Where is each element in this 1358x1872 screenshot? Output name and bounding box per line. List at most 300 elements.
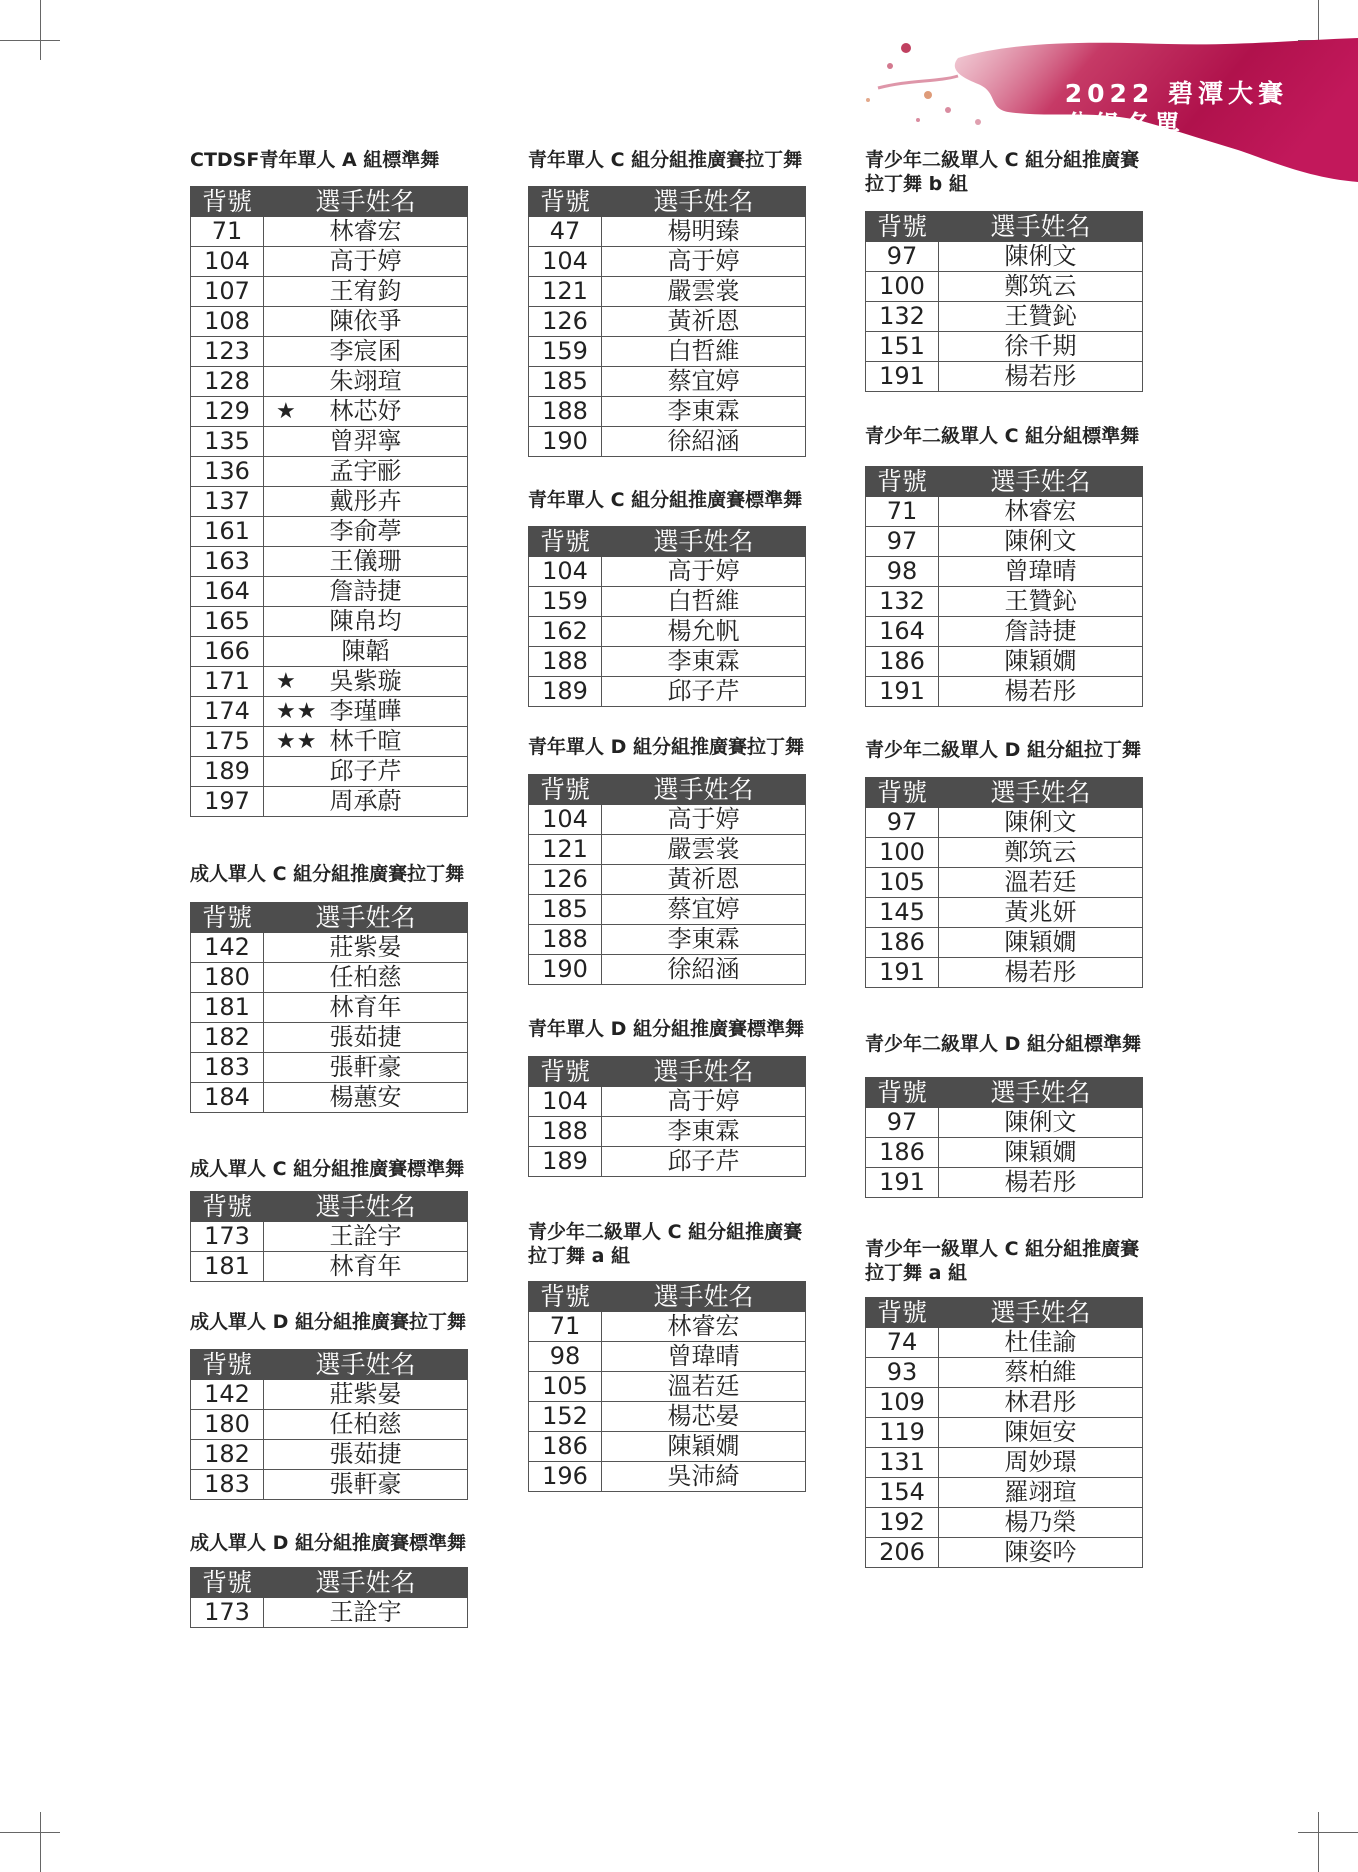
competitor-name-cell bbox=[602, 367, 806, 397]
bib-number: 163 bbox=[191, 547, 264, 577]
bib-number: 128 bbox=[191, 367, 264, 397]
competitor-name: 高于婷 bbox=[667, 805, 740, 833]
table-header-row bbox=[191, 903, 468, 933]
table-row bbox=[529, 617, 806, 647]
competitor-name-cell bbox=[264, 1470, 468, 1500]
bib-number: 142 bbox=[191, 933, 264, 963]
bib-number: 173 bbox=[191, 1598, 264, 1628]
competitor-name-cell bbox=[264, 1222, 468, 1252]
competitor-name: 楊若彤 bbox=[1004, 677, 1077, 705]
competitor-name-cell bbox=[939, 1418, 1143, 1448]
bib-number: 189 bbox=[529, 677, 602, 707]
table-row bbox=[866, 1538, 1143, 1568]
crop-mark-top-left-h bbox=[0, 40, 60, 41]
bib-number: 159 bbox=[529, 337, 602, 367]
competitor-name: 王詮宇 bbox=[329, 1598, 402, 1626]
bib-number: 97 bbox=[866, 808, 939, 838]
competitor-name: 張軒豪 bbox=[329, 1053, 402, 1081]
competitor-name-cell bbox=[264, 277, 468, 307]
group-section bbox=[528, 148, 818, 455]
competitor-name-cell bbox=[939, 868, 1143, 898]
competitor-name-cell bbox=[602, 587, 806, 617]
group-title bbox=[865, 738, 1155, 762]
competitor-name-cell bbox=[264, 367, 468, 397]
star-icon: ★★ bbox=[276, 729, 318, 754]
competitor-name: 林睿宏 bbox=[667, 1312, 740, 1340]
table-row bbox=[191, 1053, 468, 1083]
bib-number: 186 bbox=[866, 647, 939, 677]
competitor-name-cell bbox=[939, 1358, 1143, 1388]
group-title-line: 青少年二級單人 C 組分組推廣賽 bbox=[528, 1221, 803, 1243]
crop-mark-top-left-v bbox=[40, 0, 41, 60]
table-row bbox=[191, 217, 468, 247]
bib-number: 121 bbox=[529, 277, 602, 307]
group-title bbox=[528, 735, 818, 759]
table-row bbox=[191, 307, 468, 337]
competitor-name-cell bbox=[264, 547, 468, 577]
group-section bbox=[190, 148, 480, 815]
roster-table bbox=[190, 902, 468, 1113]
table-row bbox=[191, 637, 468, 667]
header-number: 背號 bbox=[529, 187, 602, 217]
header-number: 背號 bbox=[866, 1298, 939, 1328]
table-row bbox=[866, 1168, 1143, 1198]
table-row bbox=[866, 868, 1143, 898]
roster-table bbox=[865, 777, 1143, 988]
table-row bbox=[866, 302, 1143, 332]
table-row bbox=[191, 993, 468, 1023]
group-title-line2: 拉丁舞 b 組 bbox=[865, 173, 968, 195]
competitor-name-cell bbox=[939, 1388, 1143, 1418]
table-row bbox=[191, 457, 468, 487]
table-row bbox=[866, 587, 1143, 617]
group-title-line: 青年單人 D 組分組推廣賽標準舞 bbox=[528, 1018, 805, 1040]
table-row bbox=[529, 1402, 806, 1432]
table-header-row bbox=[866, 467, 1143, 497]
crop-mark-bottom-right-v bbox=[1318, 1812, 1319, 1872]
table-row bbox=[529, 647, 806, 677]
header-number: 背號 bbox=[191, 187, 264, 217]
competitor-name-cell bbox=[602, 835, 806, 865]
table-header-row bbox=[866, 212, 1143, 242]
competitor-name: 詹詩捷 bbox=[1004, 617, 1077, 645]
bib-number: 105 bbox=[529, 1372, 602, 1402]
bib-number: 180 bbox=[191, 1410, 264, 1440]
competitor-name: 曾瑋晴 bbox=[667, 1342, 740, 1370]
group-section bbox=[865, 424, 1155, 705]
competitor-name: 吳沛綺 bbox=[667, 1462, 740, 1490]
competitor-name-cell bbox=[602, 1312, 806, 1342]
table-row bbox=[191, 397, 468, 427]
competitor-name-cell bbox=[264, 577, 468, 607]
table-row bbox=[529, 1342, 806, 1372]
table-header-row bbox=[529, 775, 806, 805]
bib-number: 182 bbox=[191, 1440, 264, 1470]
competitor-name-cell bbox=[264, 1252, 468, 1282]
competitor-name: 李宸囷 bbox=[329, 337, 402, 365]
competitor-name: 李俞葶 bbox=[329, 517, 402, 545]
competitor-name-cell bbox=[602, 617, 806, 647]
competitor-name: 楊若彤 bbox=[1004, 958, 1077, 986]
competitor-name: 陳姮安 bbox=[1004, 1418, 1077, 1446]
bib-number: 104 bbox=[529, 805, 602, 835]
crop-mark-bottom-right-h bbox=[1298, 1832, 1358, 1833]
competitor-name-cell bbox=[264, 307, 468, 337]
star-icon: ★ bbox=[276, 399, 297, 424]
table-row bbox=[191, 1380, 468, 1410]
bib-number: 74 bbox=[866, 1328, 939, 1358]
group-section bbox=[865, 1032, 1155, 1196]
table-row bbox=[191, 577, 468, 607]
group-title bbox=[865, 148, 1155, 196]
competitor-name-cell bbox=[939, 527, 1143, 557]
header-name: 選手姓名 bbox=[939, 1078, 1143, 1108]
bib-number: 189 bbox=[529, 1147, 602, 1177]
table-row bbox=[866, 1448, 1143, 1478]
competitor-name-cell bbox=[264, 933, 468, 963]
table-row bbox=[191, 1252, 468, 1282]
competitor-name: 陳穎嫺 bbox=[1004, 1138, 1077, 1166]
table-header-row bbox=[529, 1057, 806, 1087]
competitor-name-cell bbox=[264, 637, 468, 667]
roster-table bbox=[190, 1349, 468, 1500]
bib-number: 47 bbox=[529, 217, 602, 247]
table-row bbox=[529, 1087, 806, 1117]
roster-table bbox=[528, 186, 806, 457]
competitor-name-cell bbox=[264, 757, 468, 787]
table-row bbox=[191, 517, 468, 547]
table-row bbox=[866, 958, 1143, 988]
competitor-name-cell bbox=[939, 958, 1143, 988]
bib-number: 121 bbox=[529, 835, 602, 865]
competitor-name-cell bbox=[264, 457, 468, 487]
competitor-name-cell bbox=[602, 1432, 806, 1462]
group-title bbox=[865, 424, 1155, 448]
competitor-name-cell bbox=[939, 242, 1143, 272]
table-row bbox=[191, 667, 468, 697]
table-row bbox=[529, 587, 806, 617]
competitor-name: 楊明臻 bbox=[667, 217, 740, 245]
table-row bbox=[866, 928, 1143, 958]
group-section bbox=[190, 862, 480, 1111]
competitor-name-cell bbox=[602, 1402, 806, 1432]
competitor-name: 張茹捷 bbox=[329, 1023, 402, 1051]
header-name: 選手姓名 bbox=[602, 187, 806, 217]
bib-number: 105 bbox=[866, 868, 939, 898]
competitor-name-cell bbox=[602, 277, 806, 307]
competitor-name-cell bbox=[939, 587, 1143, 617]
bib-number: 164 bbox=[866, 617, 939, 647]
competitor-name: 孟宇彨 bbox=[329, 457, 402, 485]
table-header-row bbox=[866, 1078, 1143, 1108]
competitor-name: 林睿宏 bbox=[329, 217, 402, 245]
competitor-name: 吳紫璇 bbox=[329, 667, 402, 695]
table-row bbox=[529, 895, 806, 925]
competitor-name: 楊允帆 bbox=[667, 617, 740, 645]
table-row bbox=[191, 1410, 468, 1440]
roster-table bbox=[190, 1567, 468, 1628]
bib-number: 183 bbox=[191, 1053, 264, 1083]
competitor-name-cell bbox=[602, 1117, 806, 1147]
competitor-name-cell bbox=[602, 865, 806, 895]
header-number: 背號 bbox=[866, 1078, 939, 1108]
competitor-name: 張軒豪 bbox=[329, 1470, 402, 1498]
roster-table bbox=[865, 211, 1143, 392]
roster-table bbox=[865, 1297, 1143, 1568]
bib-number: 166 bbox=[191, 637, 264, 667]
header-number: 背號 bbox=[529, 775, 602, 805]
competitor-name-cell bbox=[264, 993, 468, 1023]
bib-number: 136 bbox=[191, 457, 264, 487]
bib-number: 186 bbox=[529, 1432, 602, 1462]
group-title-line: 成人單人 D 組分組推廣賽拉丁舞 bbox=[190, 1311, 467, 1333]
table-header-row bbox=[866, 778, 1143, 808]
bib-number: 129 bbox=[191, 397, 264, 427]
header-name: 選手姓名 bbox=[264, 187, 468, 217]
competitor-name: 楊蕙安 bbox=[329, 1083, 402, 1111]
competitor-name-cell bbox=[939, 1448, 1143, 1478]
table-row bbox=[191, 337, 468, 367]
group-section bbox=[190, 1310, 480, 1498]
table-row bbox=[191, 277, 468, 307]
group-title bbox=[528, 1220, 818, 1268]
bib-number: 97 bbox=[866, 242, 939, 272]
group-title bbox=[528, 148, 818, 172]
bib-number: 100 bbox=[866, 838, 939, 868]
competitor-name-cell bbox=[939, 1138, 1143, 1168]
table-row bbox=[191, 1470, 468, 1500]
table-row bbox=[529, 955, 806, 985]
table-row bbox=[191, 547, 468, 577]
competitor-name-cell bbox=[264, 963, 468, 993]
group-title-line: 青少年一級單人 C 組分組推廣賽 bbox=[865, 1238, 1140, 1260]
bib-number: 185 bbox=[529, 895, 602, 925]
table-row bbox=[191, 607, 468, 637]
competitor-name: 蔡宜婷 bbox=[667, 367, 740, 395]
bib-number: 186 bbox=[866, 928, 939, 958]
table-header-row bbox=[191, 1350, 468, 1380]
table-row bbox=[191, 757, 468, 787]
competitor-name: 高于婷 bbox=[667, 1087, 740, 1115]
roster-table bbox=[865, 1077, 1143, 1198]
competitor-name: 徐紹涵 bbox=[667, 427, 740, 455]
banner-title-line2: 分組名單 bbox=[1064, 110, 1185, 139]
bib-number: 185 bbox=[529, 367, 602, 397]
bib-number: 119 bbox=[866, 1418, 939, 1448]
competitor-name: 邱子芹 bbox=[329, 757, 402, 785]
competitor-name: 朱翊瑄 bbox=[329, 367, 402, 395]
competitor-name-cell bbox=[939, 1168, 1143, 1198]
competitor-name-cell bbox=[939, 1538, 1143, 1568]
competitor-name: 溫若廷 bbox=[667, 1372, 740, 1400]
bib-number: 104 bbox=[529, 247, 602, 277]
competitor-name-cell bbox=[264, 1380, 468, 1410]
table-row bbox=[529, 677, 806, 707]
competitor-name-cell bbox=[264, 607, 468, 637]
table-row bbox=[529, 427, 806, 457]
bib-number: 180 bbox=[191, 963, 264, 993]
group-section bbox=[528, 1017, 818, 1175]
table-row bbox=[866, 808, 1143, 838]
competitor-name: 白哲維 bbox=[667, 337, 740, 365]
competitor-name-cell bbox=[264, 517, 468, 547]
bib-number: 97 bbox=[866, 527, 939, 557]
competitor-name-cell bbox=[602, 557, 806, 587]
competitor-name-cell bbox=[939, 272, 1143, 302]
competitor-name-cell bbox=[602, 677, 806, 707]
header-name: 選手姓名 bbox=[264, 903, 468, 933]
banner-title-line1: 2022 碧潭大賽 bbox=[1064, 79, 1288, 108]
bib-number: 171 bbox=[191, 667, 264, 697]
header-name: 選手姓名 bbox=[939, 778, 1143, 808]
competitor-name: 任柏慈 bbox=[329, 1410, 402, 1438]
competitor-name-cell bbox=[939, 332, 1143, 362]
group-title-line: 青少年二級單人 C 組分組標準舞 bbox=[865, 425, 1140, 447]
competitor-name-cell bbox=[939, 557, 1143, 587]
competitor-name-cell bbox=[264, 247, 468, 277]
header-name: 選手姓名 bbox=[939, 212, 1143, 242]
bib-number: 206 bbox=[866, 1538, 939, 1568]
competitor-name: 楊乃榮 bbox=[1004, 1508, 1077, 1536]
table-row bbox=[866, 1478, 1143, 1508]
bib-number: 191 bbox=[866, 958, 939, 988]
bib-number: 188 bbox=[529, 647, 602, 677]
table-row bbox=[529, 247, 806, 277]
group-section bbox=[528, 1220, 818, 1490]
group-title-line2: 拉丁舞 a 組 bbox=[528, 1245, 631, 1267]
group-title-line: 成人單人 C 組分組推廣賽標準舞 bbox=[190, 1158, 465, 1180]
competitor-name-cell bbox=[264, 727, 468, 757]
bib-number: 108 bbox=[191, 307, 264, 337]
group-title bbox=[528, 1017, 818, 1041]
table-row bbox=[191, 727, 468, 757]
table-row bbox=[529, 307, 806, 337]
bib-number: 98 bbox=[529, 1342, 602, 1372]
bib-number: 151 bbox=[866, 332, 939, 362]
bib-number: 190 bbox=[529, 427, 602, 457]
table-row bbox=[529, 1117, 806, 1147]
header-number: 背號 bbox=[529, 1057, 602, 1087]
group-title bbox=[865, 1032, 1155, 1056]
header-name: 選手姓名 bbox=[939, 467, 1143, 497]
table-row bbox=[866, 1358, 1143, 1388]
competitor-name: 林育年 bbox=[329, 1252, 402, 1280]
competitor-name: 楊芯晏 bbox=[667, 1402, 740, 1430]
competitor-name: 徐千期 bbox=[1004, 332, 1077, 360]
table-row bbox=[529, 1312, 806, 1342]
competitor-name: 李東霖 bbox=[667, 925, 740, 953]
competitor-name: 周承蔚 bbox=[329, 787, 402, 815]
competitor-name: 陳俐文 bbox=[1004, 527, 1077, 555]
table-row bbox=[866, 1418, 1143, 1448]
table-row bbox=[866, 272, 1143, 302]
competitor-name-cell bbox=[939, 617, 1143, 647]
group-section bbox=[190, 1157, 480, 1280]
table-row bbox=[191, 1083, 468, 1113]
competitor-name-cell bbox=[939, 1478, 1143, 1508]
table-row bbox=[866, 898, 1143, 928]
competitor-name: 嚴雲裳 bbox=[667, 277, 740, 305]
table-row bbox=[866, 242, 1143, 272]
group-section bbox=[865, 148, 1155, 390]
roster-table bbox=[528, 526, 806, 707]
competitor-name: 莊紫晏 bbox=[329, 1380, 402, 1408]
bib-number: 191 bbox=[866, 1168, 939, 1198]
competitor-name: 杜佳諭 bbox=[1004, 1328, 1077, 1356]
competitor-name: 徐紹涵 bbox=[667, 955, 740, 983]
bib-number: 184 bbox=[191, 1083, 264, 1113]
competitor-name: 王儀珊 bbox=[329, 547, 402, 575]
competitor-name-cell bbox=[264, 697, 468, 727]
competitor-name-cell bbox=[939, 677, 1143, 707]
competitor-name-cell bbox=[264, 1023, 468, 1053]
competitor-name: 高于婷 bbox=[329, 247, 402, 275]
competitor-name-cell bbox=[264, 337, 468, 367]
table-header-row bbox=[866, 1298, 1143, 1328]
competitor-name: 莊紫晏 bbox=[329, 933, 402, 961]
bib-number: 159 bbox=[529, 587, 602, 617]
header-name: 選手姓名 bbox=[602, 775, 806, 805]
roster-table bbox=[190, 186, 468, 817]
table-row bbox=[191, 1598, 468, 1628]
group-title-line: 青少年二級單人 D 組分組拉丁舞 bbox=[865, 739, 1142, 761]
group-title bbox=[865, 1237, 1155, 1285]
bib-number: 162 bbox=[529, 617, 602, 647]
competitor-name: 嚴雲裳 bbox=[667, 835, 740, 863]
bib-number: 188 bbox=[529, 397, 602, 427]
header-name: 選手姓名 bbox=[602, 1057, 806, 1087]
header-number: 背號 bbox=[191, 1350, 264, 1380]
table-row bbox=[191, 427, 468, 457]
table-row bbox=[191, 487, 468, 517]
competitor-name-cell bbox=[602, 647, 806, 677]
competitor-name-cell bbox=[602, 955, 806, 985]
competitor-name: 黃祈恩 bbox=[667, 865, 740, 893]
bib-number: 104 bbox=[529, 1087, 602, 1117]
table-row bbox=[191, 1222, 468, 1252]
header-name: 選手姓名 bbox=[602, 527, 806, 557]
competitor-name: 高于婷 bbox=[667, 247, 740, 275]
table-row bbox=[191, 1440, 468, 1470]
competitor-name: 陳俐文 bbox=[1004, 242, 1077, 270]
table-row bbox=[866, 647, 1143, 677]
table-row bbox=[866, 1108, 1143, 1138]
competitor-name-cell bbox=[602, 805, 806, 835]
competitor-name: 楊若彤 bbox=[1004, 1168, 1077, 1196]
roster-table bbox=[528, 1281, 806, 1492]
header-name: 選手姓名 bbox=[602, 1282, 806, 1312]
competitor-name-cell bbox=[939, 838, 1143, 868]
star-icon: ★★ bbox=[276, 699, 318, 724]
competitor-name: 王贊鈊 bbox=[1004, 302, 1077, 330]
bib-number: 188 bbox=[529, 1117, 602, 1147]
group-section bbox=[865, 738, 1155, 986]
bib-number: 123 bbox=[191, 337, 264, 367]
bib-number: 197 bbox=[191, 787, 264, 817]
table-row bbox=[529, 557, 806, 587]
table-row bbox=[529, 1147, 806, 1177]
competitor-name: 曾羿寧 bbox=[329, 427, 402, 455]
header-number: 背號 bbox=[866, 778, 939, 808]
competitor-name: 蔡柏維 bbox=[1004, 1358, 1077, 1386]
star-icon: ★ bbox=[276, 669, 297, 694]
competitor-name-cell bbox=[602, 925, 806, 955]
bib-number: 190 bbox=[529, 955, 602, 985]
table-row bbox=[529, 337, 806, 367]
bib-number: 104 bbox=[529, 557, 602, 587]
header-number: 背號 bbox=[866, 467, 939, 497]
table-header-row bbox=[529, 187, 806, 217]
